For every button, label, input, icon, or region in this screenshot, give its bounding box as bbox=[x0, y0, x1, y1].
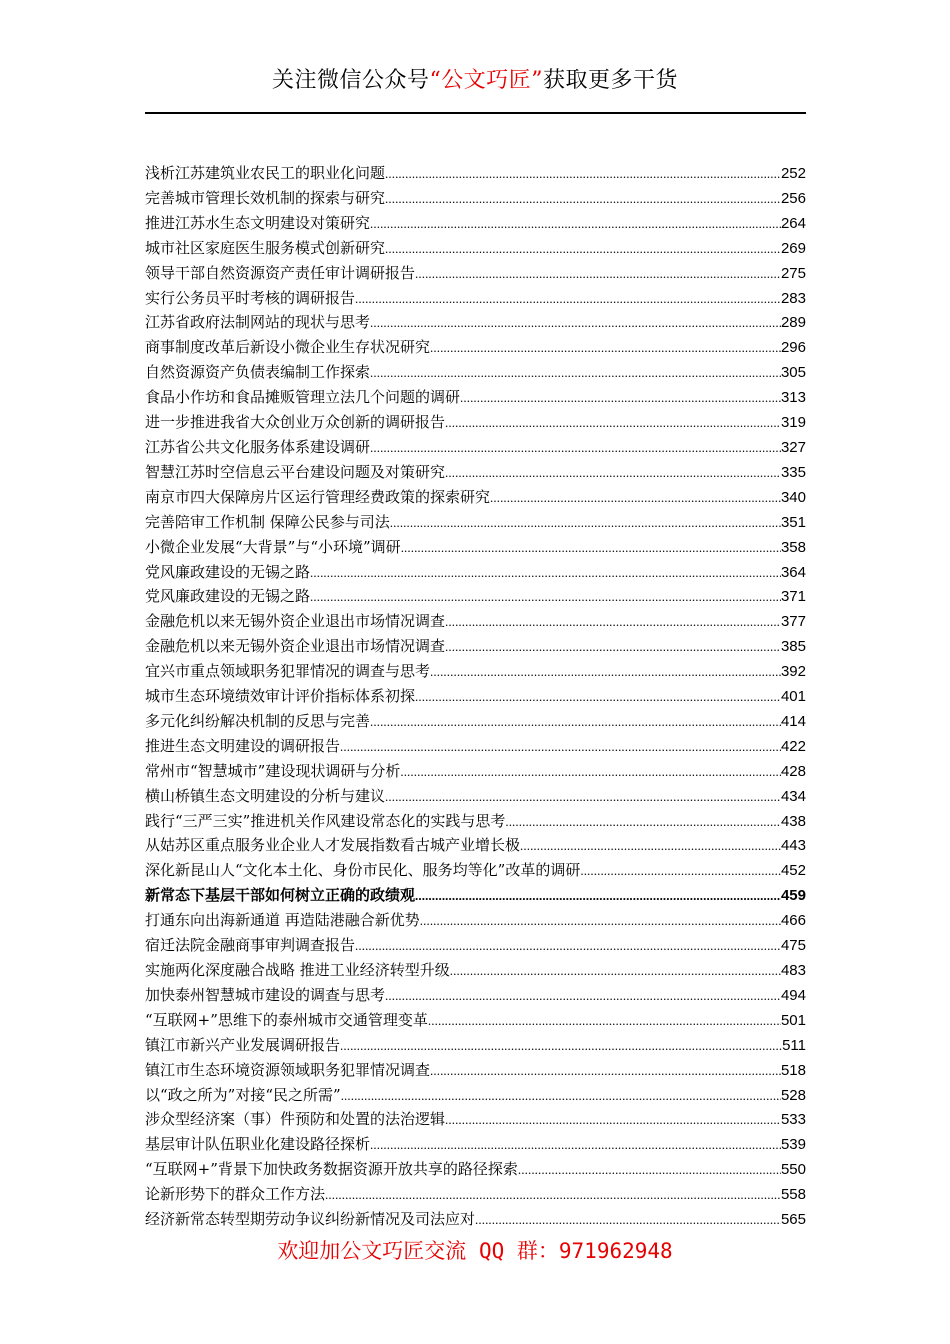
toc-entry-page-number: 252 bbox=[780, 165, 806, 182]
toc-dot-leader bbox=[370, 710, 781, 735]
toc-entry[interactable] bbox=[145, 211, 806, 236]
toc-entry[interactable] bbox=[145, 734, 806, 759]
toc-entry-title: 食品小作坊和食品摊贩管理立法几个问题的调研 bbox=[145, 388, 461, 407]
toc-entry-title: 经济新常态转型期劳动争议纠纷新情况及司法应对 bbox=[145, 1210, 476, 1229]
toc-entry-page-number: 466 bbox=[780, 912, 806, 930]
toc-dot-leader bbox=[505, 810, 781, 835]
toc-entry[interactable] bbox=[145, 460, 806, 485]
toc-entry[interactable] bbox=[145, 410, 806, 435]
toc-entry-page-number: 283 bbox=[780, 289, 806, 307]
toc-entry[interactable] bbox=[145, 833, 806, 858]
toc-dot-leader bbox=[415, 262, 781, 287]
toc-entry-page-number: 351 bbox=[780, 513, 806, 531]
toc-entry-page-number: 565 bbox=[780, 1211, 806, 1229]
toc-entry-page-number: 275 bbox=[780, 264, 806, 282]
toc-dot-leader bbox=[370, 311, 781, 336]
toc-entry[interactable] bbox=[145, 684, 806, 709]
toc-dot-leader bbox=[445, 1108, 781, 1133]
toc-entry-title: 镇江市新兴产业发展调研报告 bbox=[145, 1035, 341, 1054]
toc-entry-title: 镇江市生态环境资源领域职务犯罪情况调查 bbox=[145, 1060, 431, 1079]
toc-entry-page-number: 364 bbox=[780, 563, 806, 581]
toc-entry-title: 金融危机以来无锡外资企业退出市场情况调查 bbox=[145, 637, 446, 656]
toc-entry-page-number: 256 bbox=[780, 189, 806, 207]
toc-entry-page-number: 327 bbox=[780, 438, 806, 456]
toc-entry-page-number: 438 bbox=[780, 812, 806, 830]
toc-entry[interactable] bbox=[145, 933, 806, 958]
toc-entry-title: 横山桥镇生态文明建设的分析与建议 bbox=[145, 786, 386, 805]
toc-dot-leader bbox=[445, 610, 781, 635]
toc-entry-page-number: 428 bbox=[780, 762, 806, 780]
toc-entry[interactable] bbox=[145, 510, 806, 535]
toc-entry-title: 宿迁法院金融商事审判调查报告 bbox=[145, 936, 356, 955]
header-divider bbox=[145, 112, 806, 114]
toc-dot-leader bbox=[341, 1084, 781, 1109]
toc-entry-title: 小微企业发展“大背景”与“小环境”调研 bbox=[145, 537, 401, 556]
toc-entry[interactable] bbox=[145, 809, 806, 834]
toc-entry-page-number: 305 bbox=[780, 364, 806, 382]
toc-entry-title: 宜兴市重点领域职务犯罪情况的调查与思考 bbox=[145, 662, 431, 681]
toc-entry[interactable] bbox=[145, 435, 806, 460]
toc-dot-leader bbox=[340, 735, 781, 760]
toc-entry[interactable] bbox=[145, 983, 806, 1008]
toc-entry[interactable] bbox=[145, 335, 806, 360]
toc-dot-leader bbox=[580, 859, 781, 884]
toc-dot-leader bbox=[445, 411, 781, 436]
toc-dot-leader bbox=[355, 287, 781, 312]
toc-dot-leader bbox=[445, 461, 781, 486]
toc-dot-leader bbox=[460, 386, 781, 411]
toc-entry[interactable] bbox=[145, 186, 806, 211]
toc-entry-page-number: 414 bbox=[780, 712, 806, 730]
toc-dot-leader bbox=[370, 212, 781, 237]
toc-entry[interactable] bbox=[145, 1132, 806, 1157]
toc-entry-title: 城市生态环境绩效审计评价指标体系初探 bbox=[145, 687, 416, 706]
toc-entry-title: 江苏省公共文化服务体系建设调研 bbox=[145, 437, 371, 456]
toc-entry[interactable] bbox=[145, 261, 806, 286]
toc-entry-page-number: 518 bbox=[780, 1061, 806, 1079]
toc-dot-leader bbox=[420, 909, 781, 934]
toc-entry-page-number: 358 bbox=[780, 538, 806, 556]
toc-dot-leader bbox=[385, 187, 781, 212]
toc-dot-leader bbox=[490, 486, 781, 511]
toc-entry-title: 践行“三严三实”推进机关作风建设常态化的实践与思考 bbox=[145, 811, 506, 830]
toc-entry-page-number: 501 bbox=[780, 1011, 806, 1029]
toc-entry-page-number: 371 bbox=[780, 588, 806, 606]
toc-entry-page-number: 401 bbox=[780, 688, 806, 706]
toc-dot-leader bbox=[475, 1208, 781, 1233]
header-suffix: 获取更多干货 bbox=[543, 68, 679, 93]
toc-entry[interactable] bbox=[145, 883, 806, 908]
toc-entry-title: 领导干部自然资源资产责任审计调研报告 bbox=[145, 263, 416, 282]
toc-dot-leader bbox=[390, 511, 781, 536]
toc-entry[interactable] bbox=[145, 1058, 806, 1083]
toc-entry-page-number: 528 bbox=[780, 1086, 806, 1104]
toc-dot-leader bbox=[385, 984, 781, 1009]
toc-entry-page-number: 443 bbox=[780, 837, 806, 855]
toc-entry[interactable] bbox=[145, 310, 806, 335]
toc-entry-page-number: 340 bbox=[780, 488, 806, 506]
toc-dot-leader bbox=[310, 561, 781, 586]
toc-dot-leader bbox=[518, 1158, 781, 1183]
toc-entry-page-number: 483 bbox=[780, 962, 806, 979]
toc-dot-leader bbox=[428, 1009, 781, 1034]
toc-entry-title: 浅析江苏建筑业农民工的职业化问题 bbox=[145, 164, 386, 182]
toc-entry[interactable] bbox=[145, 958, 806, 983]
toc-entry-title: 多元化纠纷解决机制的反思与完善 bbox=[145, 711, 371, 730]
toc-entry-title: 城市社区家庭医生服务模式创新研究 bbox=[145, 238, 386, 257]
toc-entry-page-number: 558 bbox=[780, 1186, 806, 1204]
toc-dot-leader bbox=[355, 934, 781, 959]
toc-entry-page-number: 335 bbox=[780, 463, 806, 481]
toc-entry[interactable] bbox=[145, 385, 806, 410]
toc-dot-leader bbox=[401, 536, 781, 561]
toc-dot-leader bbox=[430, 660, 781, 685]
toc-entry[interactable] bbox=[145, 1157, 806, 1182]
toc-entry-title: 推进生态文明建设的调研报告 bbox=[145, 736, 341, 755]
toc-entry-page-number: 459 bbox=[780, 887, 806, 905]
page-header bbox=[0, 66, 950, 96]
toc-entry-title: 自然资源资产负债表编制工作探索 bbox=[145, 363, 371, 382]
toc-entry-title: 实施两化深度融合战略 推进工业经济转型升级 bbox=[145, 961, 450, 979]
toc-entry-title: 常州市“智慧城市”建设现状调研与分析 bbox=[145, 761, 401, 780]
toc-entry-title: “互联网+”背景下加快政务数据资源开放共享的路径探索 bbox=[145, 1160, 518, 1179]
toc-entry[interactable] bbox=[145, 535, 806, 560]
toc-entry[interactable] bbox=[145, 485, 806, 510]
toc-entry[interactable] bbox=[145, 584, 806, 609]
toc-entry-page-number: 511 bbox=[782, 1036, 806, 1054]
toc-entry-title: 加快泰州智慧城市建设的调查与思考 bbox=[145, 985, 386, 1004]
toc-entry-page-number: 296 bbox=[780, 339, 806, 357]
toc-dot-leader bbox=[450, 959, 781, 984]
toc-entry-title: 江苏省政府法制网站的现状与思考 bbox=[145, 313, 371, 332]
toc-entry-page-number: 422 bbox=[780, 737, 806, 755]
toc-dot-leader bbox=[370, 436, 781, 461]
toc-entry-title: 基层审计队伍职业化建设路径探析 bbox=[145, 1135, 371, 1154]
toc-entry-title: 商事制度改革后新设小微企业生存状况研究 bbox=[145, 338, 431, 357]
toc-entry[interactable] bbox=[145, 858, 806, 883]
toc-entry-title: 涉众型经济案（事）件预防和处置的法治逻辑 bbox=[145, 1110, 446, 1129]
toc-entry-title: 实行公务员平时考核的调研报告 bbox=[145, 288, 356, 307]
toc-entry-page-number: 313 bbox=[780, 389, 806, 407]
toc-entry-title: 进一步推进我省大众创业万众创新的调研报告 bbox=[145, 413, 446, 432]
toc-dot-leader bbox=[385, 785, 781, 810]
toc-entry[interactable] bbox=[145, 1182, 806, 1207]
toc-entry[interactable] bbox=[145, 1083, 806, 1108]
toc-dot-leader bbox=[370, 361, 781, 386]
toc-entry-page-number: 319 bbox=[780, 414, 806, 432]
toc-entry[interactable] bbox=[145, 709, 806, 734]
toc-entry-page-number: 377 bbox=[780, 613, 806, 631]
toc-entry-page-number: 289 bbox=[780, 314, 806, 332]
toc-entry[interactable] bbox=[145, 1008, 806, 1033]
toc-entry[interactable] bbox=[145, 1207, 806, 1232]
toc-entry-title: 推进江苏水生态文明建设对策研究 bbox=[145, 213, 371, 232]
toc-entry-title: 金融危机以来无锡外资企业退出市场情况调查 bbox=[145, 612, 446, 631]
toc-entry-page-number: 392 bbox=[780, 663, 806, 681]
toc-entry[interactable] bbox=[145, 236, 806, 261]
toc-entry-title: 南京市四大保障房片区运行管理经费政策的探索研究 bbox=[145, 487, 491, 506]
header-prefix: 关注微信公众号 bbox=[271, 68, 430, 93]
toc-entry-title: “互联网+”思维下的泰州城市交通管理变革 bbox=[145, 1010, 428, 1029]
toc-entry-title: 新常态下基层干部如何树立正确的政绩观 bbox=[145, 886, 416, 905]
toc-entry-page-number: 264 bbox=[780, 214, 806, 232]
toc-entry-title: 从姑苏区重点服务业企业人才发展指数看古城产业增长极 bbox=[145, 836, 521, 855]
toc-entry[interactable] bbox=[145, 659, 806, 684]
page-footer: 欢迎加公文巧匠交流 QQ 群：971962948 bbox=[277, 1239, 673, 1263]
toc-dot-leader bbox=[325, 1183, 781, 1208]
toc-entry-page-number: 550 bbox=[780, 1161, 806, 1179]
toc-entry-title: 深化新昆山人“文化本土化、身份市民化、服务均等化”改革的调研 bbox=[145, 861, 581, 880]
toc-entry-page-number: 269 bbox=[780, 239, 806, 257]
toc-dot-leader bbox=[370, 1133, 781, 1158]
toc-entry-title: 完善城市管理长效机制的探索与研究 bbox=[145, 188, 386, 207]
toc-entry[interactable] bbox=[145, 161, 806, 186]
header-highlight: “公文巧匠” bbox=[429, 68, 543, 93]
toc-entry-title: 以“政之所为”对接“民之所需” bbox=[145, 1085, 341, 1104]
toc-entry[interactable] bbox=[145, 759, 806, 784]
toc-dot-leader bbox=[400, 760, 781, 785]
toc-entry[interactable] bbox=[145, 609, 806, 634]
toc-entry-title: 完善陪审工作机制 保障公民参与司法 bbox=[145, 512, 390, 531]
toc-entry[interactable] bbox=[145, 286, 806, 311]
toc-entry-page-number: 385 bbox=[780, 638, 806, 656]
toc-entry[interactable] bbox=[145, 908, 806, 933]
toc-entry-title: 论新形势下的群众工作方法 bbox=[145, 1185, 326, 1204]
toc-dot-leader bbox=[415, 884, 781, 909]
toc-entry-title: 智慧江苏时空信息云平台建设问题及对策研究 bbox=[145, 462, 446, 481]
toc-entry[interactable] bbox=[145, 634, 806, 659]
toc-dot-leader bbox=[310, 585, 781, 610]
toc-entry-page-number: 452 bbox=[780, 862, 806, 880]
toc-dot-leader bbox=[430, 336, 781, 361]
toc-dot-leader bbox=[385, 237, 781, 262]
toc-dot-leader bbox=[520, 834, 781, 859]
toc-dot-leader bbox=[430, 1059, 781, 1084]
toc-entry-page-number: 533 bbox=[780, 1111, 806, 1129]
toc-entry[interactable] bbox=[145, 360, 806, 385]
toc-entry-page-number: 434 bbox=[780, 787, 806, 805]
toc-entry-page-number: 494 bbox=[780, 986, 806, 1004]
toc-dot-leader bbox=[415, 685, 781, 710]
toc-entry-page-number: 539 bbox=[780, 1136, 806, 1154]
toc-entry-page-number: 475 bbox=[780, 937, 806, 955]
toc-entry-title: 党风廉政建设的无锡之路 bbox=[145, 587, 311, 606]
toc-entry[interactable] bbox=[145, 1033, 806, 1058]
toc-entry[interactable] bbox=[145, 560, 806, 585]
toc-entry-title: 打通东向出海新通道 再造陆港融合新优势 bbox=[145, 911, 420, 930]
toc-dot-leader bbox=[385, 162, 781, 187]
table-of-contents bbox=[145, 161, 806, 1232]
toc-entry[interactable] bbox=[145, 1107, 806, 1132]
toc-entry-title: 党风廉政建设的无锡之路 bbox=[145, 562, 311, 581]
toc-dot-leader bbox=[340, 1034, 782, 1059]
toc-entry[interactable] bbox=[145, 784, 806, 809]
toc-dot-leader bbox=[445, 635, 781, 660]
